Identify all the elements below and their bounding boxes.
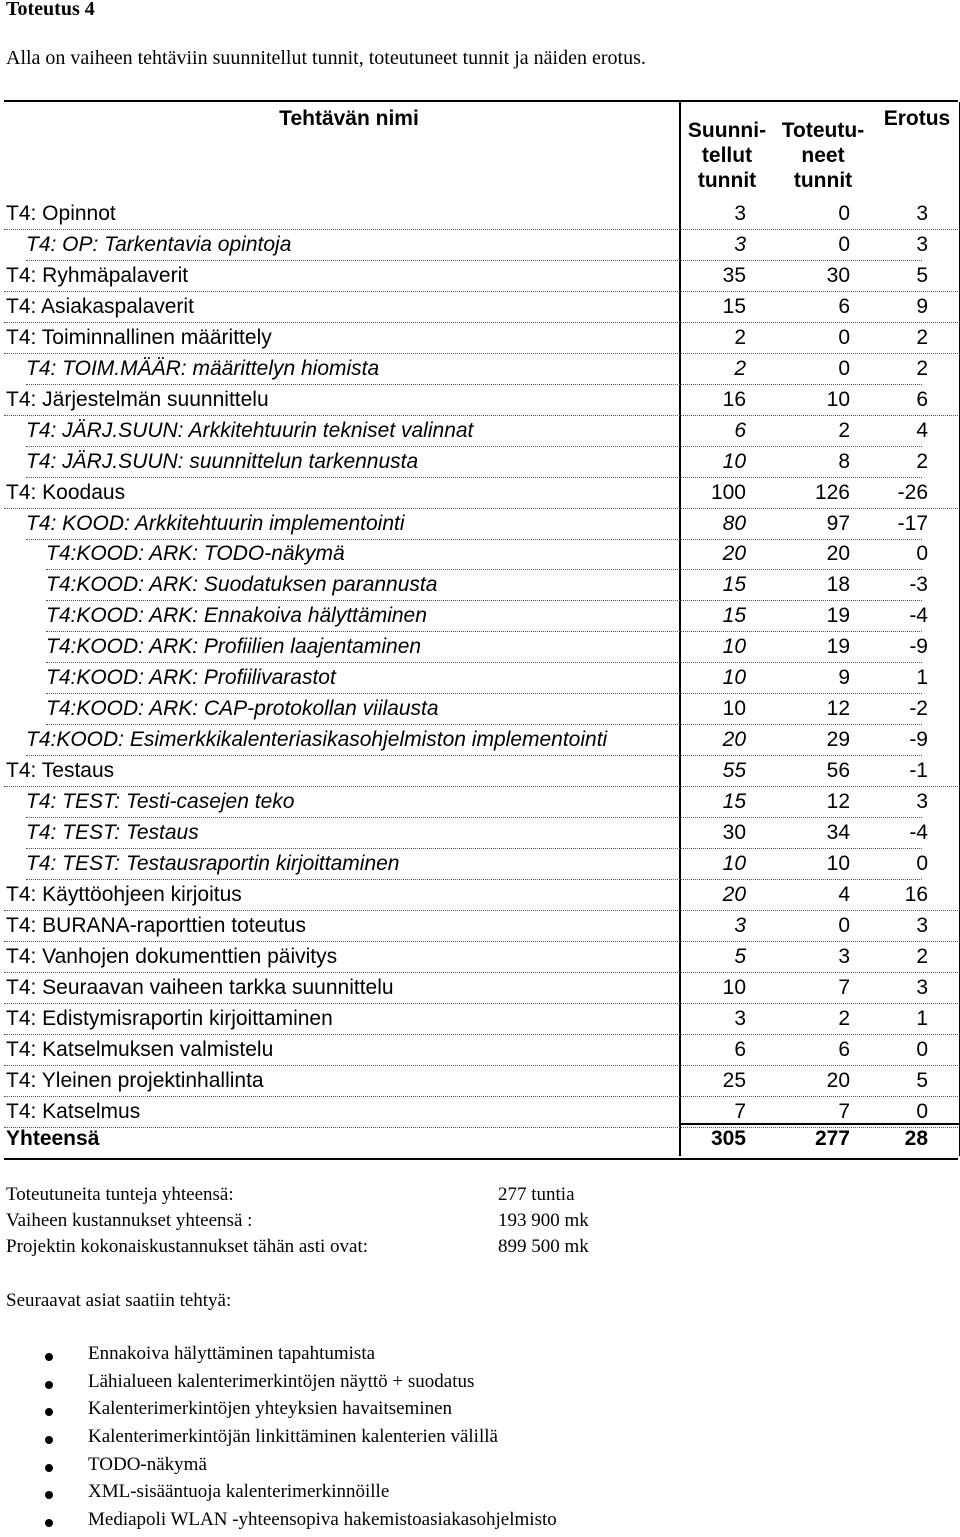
table-row <box>4 510 958 541</box>
planned-hours: 10 <box>722 975 746 999</box>
row-divider <box>4 291 958 292</box>
planned-hours: 80 <box>722 511 746 535</box>
actual-hours: 2 <box>838 1006 850 1030</box>
actual-hours: 20 <box>826 1068 850 1092</box>
actual-hours: 7 <box>838 1099 850 1123</box>
hours-difference: -2 <box>909 697 928 721</box>
planned-hours: 305 <box>710 1127 746 1150</box>
hours-difference: 2 <box>916 944 928 968</box>
task-name: T4: TOIM.MÄÄR: määrittelyn hiomista <box>26 356 380 380</box>
actual-hours: 9 <box>838 666 850 690</box>
task-name: T4: BURANA-raporttien toteutus <box>6 913 306 937</box>
row-divider <box>26 879 922 880</box>
row-divider <box>4 786 958 787</box>
hours-difference: 3 <box>916 913 928 937</box>
table-row <box>4 200 958 231</box>
table-row <box>4 881 958 912</box>
row-divider <box>4 1065 958 1066</box>
table-row <box>4 850 958 881</box>
bullet-icon <box>45 1408 53 1416</box>
row-divider <box>46 569 922 570</box>
row-divider <box>4 322 958 323</box>
table-row <box>4 788 958 819</box>
actual-hours: 277 <box>814 1127 850 1150</box>
table-row <box>4 602 958 633</box>
task-name: T4: Katselmuksen valmistelu <box>6 1037 274 1061</box>
task-name: T4:KOOD: ARK: Suodatuksen parannusta <box>46 573 438 597</box>
planned-hours: 3 <box>734 232 746 256</box>
hours-difference: 3 <box>916 232 928 256</box>
hours-difference: 2 <box>916 449 928 473</box>
bullet-icon <box>45 1519 53 1527</box>
task-name: T4:KOOD: ARK: Ennakoiva hälyttäminen <box>46 604 427 628</box>
actual-hours: 4 <box>838 882 850 906</box>
bullet-icon <box>45 1353 53 1361</box>
hours-difference: 2 <box>916 356 928 380</box>
planned-hours: 5 <box>734 944 746 968</box>
planned-hours: 3 <box>734 202 746 225</box>
hours-difference: -3 <box>909 573 928 597</box>
row-divider <box>4 1096 958 1097</box>
planned-hours: 15 <box>722 573 746 597</box>
planned-hours: 3 <box>734 913 746 937</box>
table-row <box>4 571 958 602</box>
actual-hours: 97 <box>826 511 850 535</box>
hours-difference: 2 <box>916 325 928 349</box>
hours-difference: 1 <box>916 666 928 690</box>
summary-label: Vaiheen kustannukset yhteensä : <box>6 1210 253 1231</box>
row-divider <box>46 600 922 601</box>
table-row <box>4 726 958 757</box>
row-divider <box>46 662 922 663</box>
planned-hours: 25 <box>722 1068 746 1092</box>
planned-hours: 2 <box>734 356 746 380</box>
planned-hours: 15 <box>722 604 746 628</box>
hours-difference: -17 <box>897 511 928 535</box>
planned-hours: 15 <box>722 294 746 318</box>
bullet-icon <box>45 1436 53 1444</box>
task-name: T4: Ryhmäpalaverit <box>6 263 189 287</box>
planned-hours: 55 <box>722 759 746 783</box>
planned-hours: 6 <box>734 1037 746 1061</box>
planned-hours: 3 <box>734 1006 746 1030</box>
hours-table <box>4 100 958 1160</box>
row-divider <box>4 1003 958 1004</box>
row-divider <box>26 477 922 478</box>
list-item-text: Kalenterimerkintöjän linkittäminen kalenterien välillä <box>88 1426 498 1448</box>
header-actual-hours: Toteutu- neet tunnit <box>781 119 865 192</box>
hours-difference: -9 <box>909 635 928 659</box>
summary-label: Projektin kokonaiskustannukset tähän asti ovat: <box>6 1236 369 1257</box>
task-name: T4: Toiminnallinen määrittely <box>6 325 272 349</box>
task-name: T4: Testaus <box>6 759 115 783</box>
table-row <box>4 757 958 788</box>
table-row <box>4 293 958 324</box>
planned-hours: 10 <box>722 635 746 659</box>
total-row <box>4 1125 958 1156</box>
row-divider <box>26 446 922 447</box>
actual-hours: 30 <box>826 263 850 287</box>
hours-difference: 0 <box>916 851 928 875</box>
actual-hours: 10 <box>826 851 850 875</box>
header-difference: Erotus <box>883 107 951 130</box>
row-divider <box>46 693 922 694</box>
table-row <box>4 355 958 386</box>
actual-hours: 12 <box>826 697 850 721</box>
actual-hours: 20 <box>826 542 850 566</box>
header-task-name: Tehtävän nimi <box>279 107 419 130</box>
actual-hours: 6 <box>838 294 850 318</box>
summary-value: 193 900 mk <box>498 1210 589 1231</box>
actual-hours: 34 <box>826 821 850 844</box>
planned-hours: 35 <box>722 263 746 287</box>
row-divider <box>26 260 922 261</box>
task-name: T4: JÄRJ.SUUN: suunnittelun tarkennusta <box>26 449 419 473</box>
table-row <box>4 1067 958 1098</box>
task-name: T4: TEST: Testi-casejen teko <box>26 790 295 814</box>
hours-difference: 9 <box>916 294 928 318</box>
hours-difference: 0 <box>916 542 928 566</box>
task-name: T4: Käyttöohjeen kirjoitus <box>6 882 242 906</box>
actual-hours: 19 <box>826 604 850 628</box>
table-row <box>4 1005 958 1036</box>
table-row <box>4 386 958 417</box>
task-name: T4:KOOD: Esimerkkikalenteriasikasohjelmiston implementointi <box>26 728 608 752</box>
task-name: T4: Seuraavan vaiheen tarkka suunnittelu <box>6 975 394 999</box>
actual-hours: 0 <box>838 232 850 256</box>
actual-hours: 12 <box>826 790 850 814</box>
table-row <box>4 943 958 974</box>
list-item-text: Mediapoli WLAN -yhteensopiva hakemistoasiakasohjelmisto <box>88 1509 557 1531</box>
row-divider <box>46 724 922 725</box>
planned-hours: 10 <box>722 697 746 721</box>
actual-hours: 2 <box>838 418 850 442</box>
hours-difference: -4 <box>909 821 928 844</box>
row-divider <box>4 1034 958 1035</box>
table-row <box>4 819 958 850</box>
row-divider <box>4 415 958 416</box>
table-row <box>4 231 958 262</box>
actual-hours: 18 <box>826 573 850 597</box>
task-name: T4: Edistymisraportin kirjoittaminen <box>6 1006 333 1030</box>
task-name: T4: Opinnot <box>6 202 116 225</box>
task-name: Yhteensä <box>6 1127 100 1150</box>
task-name: T4:KOOD: ARK: Profiilien laajentaminen <box>46 635 422 659</box>
table-row <box>4 448 958 479</box>
hours-difference: 3 <box>916 202 928 225</box>
summary-label: Toteutuneita tunteja yhteensä: <box>6 1184 234 1205</box>
actual-hours: 0 <box>838 356 850 380</box>
planned-hours: 20 <box>722 882 746 906</box>
hours-difference: 0 <box>916 1099 928 1123</box>
table-row <box>4 324 958 355</box>
summary-value: 899 500 mk <box>498 1236 589 1257</box>
table-row <box>4 479 958 510</box>
task-name: T4:KOOD: ARK: Profiilivarastot <box>46 666 336 690</box>
actual-hours: 0 <box>838 325 850 349</box>
row-divider <box>26 755 922 756</box>
header-planned-hours: Suunni- tellut tunnit <box>687 119 767 192</box>
row-divider <box>26 384 922 385</box>
actual-hours: 6 <box>838 1037 850 1061</box>
actual-hours: 56 <box>826 759 850 783</box>
planned-hours: 16 <box>722 387 746 411</box>
page-heading: Toteutus 4 <box>6 0 95 20</box>
hours-difference: 5 <box>916 263 928 287</box>
row-divider <box>46 631 922 632</box>
planned-hours: 6 <box>734 418 746 442</box>
planned-hours: 2 <box>734 325 746 349</box>
task-name: T4:KOOD: ARK: TODO-näkymä <box>46 542 345 566</box>
task-name: T4: TEST: Testausraportin kirjoittaminen <box>26 851 400 875</box>
hours-difference: 5 <box>916 1068 928 1092</box>
task-name: T4: OP: Tarkentavia opintoja <box>26 232 292 256</box>
row-divider <box>4 941 958 942</box>
bullet-icon <box>45 1491 53 1499</box>
task-name: T4: TEST: Testaus <box>26 821 199 844</box>
planned-hours: 30 <box>722 821 746 844</box>
planned-hours: 20 <box>722 542 746 566</box>
actual-hours: 19 <box>826 635 850 659</box>
hours-difference: 1 <box>916 1006 928 1030</box>
table-row <box>4 1036 958 1067</box>
task-name: T4: Asiakaspalaverit <box>6 294 194 318</box>
task-name: T4: Vanhojen dokumenttien päivitys <box>6 944 338 968</box>
table-row <box>4 1098 958 1129</box>
task-name: T4: JÄRJ.SUUN: Arkkitehtuurin tekniset valinnat <box>26 418 474 442</box>
list-item-text: XML-sisääntuoja kalenterimerkinnöille <box>88 1481 390 1503</box>
row-divider <box>26 817 922 818</box>
planned-hours: 15 <box>722 790 746 814</box>
hours-difference: 4 <box>916 418 928 442</box>
hours-difference: -1 <box>909 759 928 783</box>
row-divider <box>4 353 958 354</box>
actual-hours: 8 <box>838 449 850 473</box>
hours-difference: -4 <box>909 604 928 628</box>
task-name: T4:KOOD: ARK: CAP-protokollan viilausta <box>46 697 439 721</box>
planned-hours: 10 <box>722 851 746 875</box>
hours-difference: 16 <box>904 882 928 906</box>
table-row <box>4 695 958 726</box>
hours-difference: 3 <box>916 790 928 814</box>
hours-difference: -26 <box>897 480 928 504</box>
hours-difference: -9 <box>909 728 928 752</box>
list-item-text: Lähialueen kalenterimerkintöjen näyttö + suodatus <box>88 1370 475 1392</box>
bullet-icon <box>45 1464 53 1472</box>
task-name: T4: Järjestelmän suunnittelu <box>6 387 269 411</box>
intro-text: Alla on vaiheen tehtäviin suunnitellut tunnit, toteutuneet tunnit ja näiden erotus. <box>6 47 646 69</box>
planned-hours: 20 <box>722 728 746 752</box>
actual-hours: 0 <box>838 202 850 225</box>
actual-hours: 126 <box>814 480 850 504</box>
row-divider <box>26 539 922 540</box>
table-row <box>4 664 958 695</box>
list-item-text: TODO-näkymä <box>88 1453 207 1475</box>
row-divider <box>4 508 958 509</box>
bullet-icon <box>45 1381 53 1389</box>
task-name: T4: KOOD: Arkkitehtuurin implementointi <box>26 511 405 535</box>
planned-hours: 100 <box>710 480 746 504</box>
actual-hours: 0 <box>838 913 850 937</box>
table-row <box>4 974 958 1005</box>
table-row <box>4 633 958 664</box>
table-row <box>4 417 958 448</box>
actual-hours: 7 <box>838 975 850 999</box>
planned-hours: 7 <box>734 1099 746 1123</box>
row-divider <box>4 229 958 230</box>
row-divider <box>4 910 958 911</box>
row-divider <box>4 972 958 973</box>
row-divider <box>26 848 922 849</box>
table-row <box>4 540 958 571</box>
summary-value: 277 tuntia <box>498 1184 575 1205</box>
table-row <box>4 912 958 943</box>
task-name: T4: Yleinen projektinhallinta <box>6 1068 264 1092</box>
list-item-text: Ennakoiva hälyttäminen tapahtumista <box>88 1343 376 1364</box>
hours-difference: 28 <box>904 1127 928 1150</box>
planned-hours: 10 <box>722 449 746 473</box>
table-row <box>4 262 958 293</box>
task-name: T4: Katselmus <box>6 1099 141 1123</box>
hours-difference: 0 <box>916 1037 928 1061</box>
actual-hours: 29 <box>826 728 850 752</box>
actual-hours: 3 <box>838 944 850 968</box>
hours-difference: 6 <box>916 387 928 411</box>
planned-hours: 10 <box>722 666 746 690</box>
list-item-text: Kalenterimerkintöjen yhteyksien havaitseminen <box>88 1398 453 1420</box>
task-name: T4: Koodaus <box>6 480 126 504</box>
achievements-label: Seuraavat asiat saatiin tehtyä: <box>6 1290 232 1311</box>
hours-difference: 3 <box>916 975 928 999</box>
actual-hours: 10 <box>826 387 850 411</box>
